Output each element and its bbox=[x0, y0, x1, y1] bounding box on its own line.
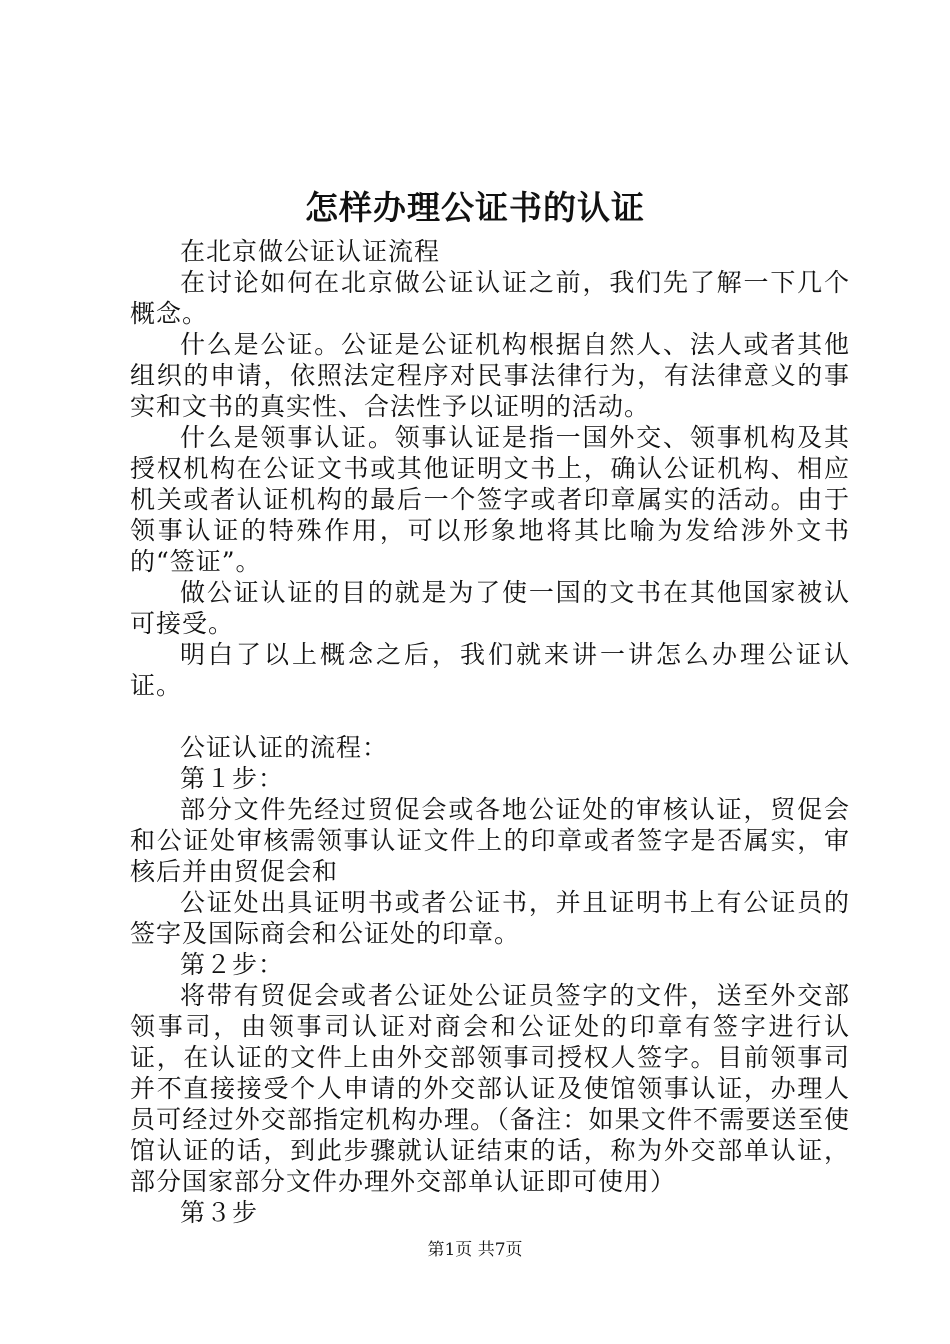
paragraph: 在北京做公证认证流程 bbox=[180, 237, 441, 266]
step-label: 第３步 bbox=[180, 1198, 259, 1227]
step-label: 第１步： bbox=[180, 764, 285, 793]
paragraph: 将带有贸促会或者公证处公证员签字的文件，送至外交部领事司，由领事司认证对商会和公证处的印章有签字进行认证，在认证的文件上由外交部领事司授权人签字。目前领事司并不直接接受个人申请的外交部认证及使馆领事认证，办理人员可经过外交部指定机构办理。（备注：如果文件不需要送至使馆认证的话，到此步骤就认证结束的话，称为外交部单认证，部分国家部分文件办理外交部单认证即可使用） bbox=[130, 981, 850, 1196]
paragraph: 什么是领事认证。领事认证是指一国外交、领事机构及其授权机构在公证文书或其他证明文书上，确认公证机构、相应机关或者认证机构的最后一个签字或者印章属实的活动。由于领事认证的特殊作用，可以形象地将其比喻为发给涉外文书的“签证”。 bbox=[130, 423, 850, 576]
page-footer: 第1页 共7页 bbox=[427, 1240, 523, 1260]
paragraph: 明白了以上概念之后，我们就来讲一讲怎么办理公证认证。 bbox=[130, 640, 850, 700]
paragraph: 部分文件先经过贸促会或各地公证处的审核认证，贸促会和公证处审核需领事认证文件上的印章或者签字是否属实，审核后并由贸促会和 bbox=[130, 795, 850, 886]
blank-line bbox=[130, 701, 850, 732]
paragraph: 公证处出具证明书或者公证书，并且证明书上有公证员的签字及国际商会和公证处的印章。 bbox=[130, 888, 850, 948]
paragraph: 什么是公证。公证是公证机构根据自然人、法人或者其他组织的申请，依照法定程序对民事法律行为，有法律意义的事实和文书的真实性、合法性予以证明的活动。 bbox=[130, 330, 850, 421]
document-title: 怎样办理公证书的认证 bbox=[305, 188, 645, 227]
step-label: 第２步： bbox=[180, 950, 285, 979]
paragraph: 在讨论如何在北京做公证认证之前，我们先了解一下几个概念。 bbox=[130, 268, 850, 328]
paragraph: 做公证认证的目的就是为了使一国的文书在其他国家被认可接受。 bbox=[130, 578, 850, 638]
document-body bbox=[130, 236, 850, 1228]
section-heading: 公证认证的流程： bbox=[180, 733, 389, 762]
